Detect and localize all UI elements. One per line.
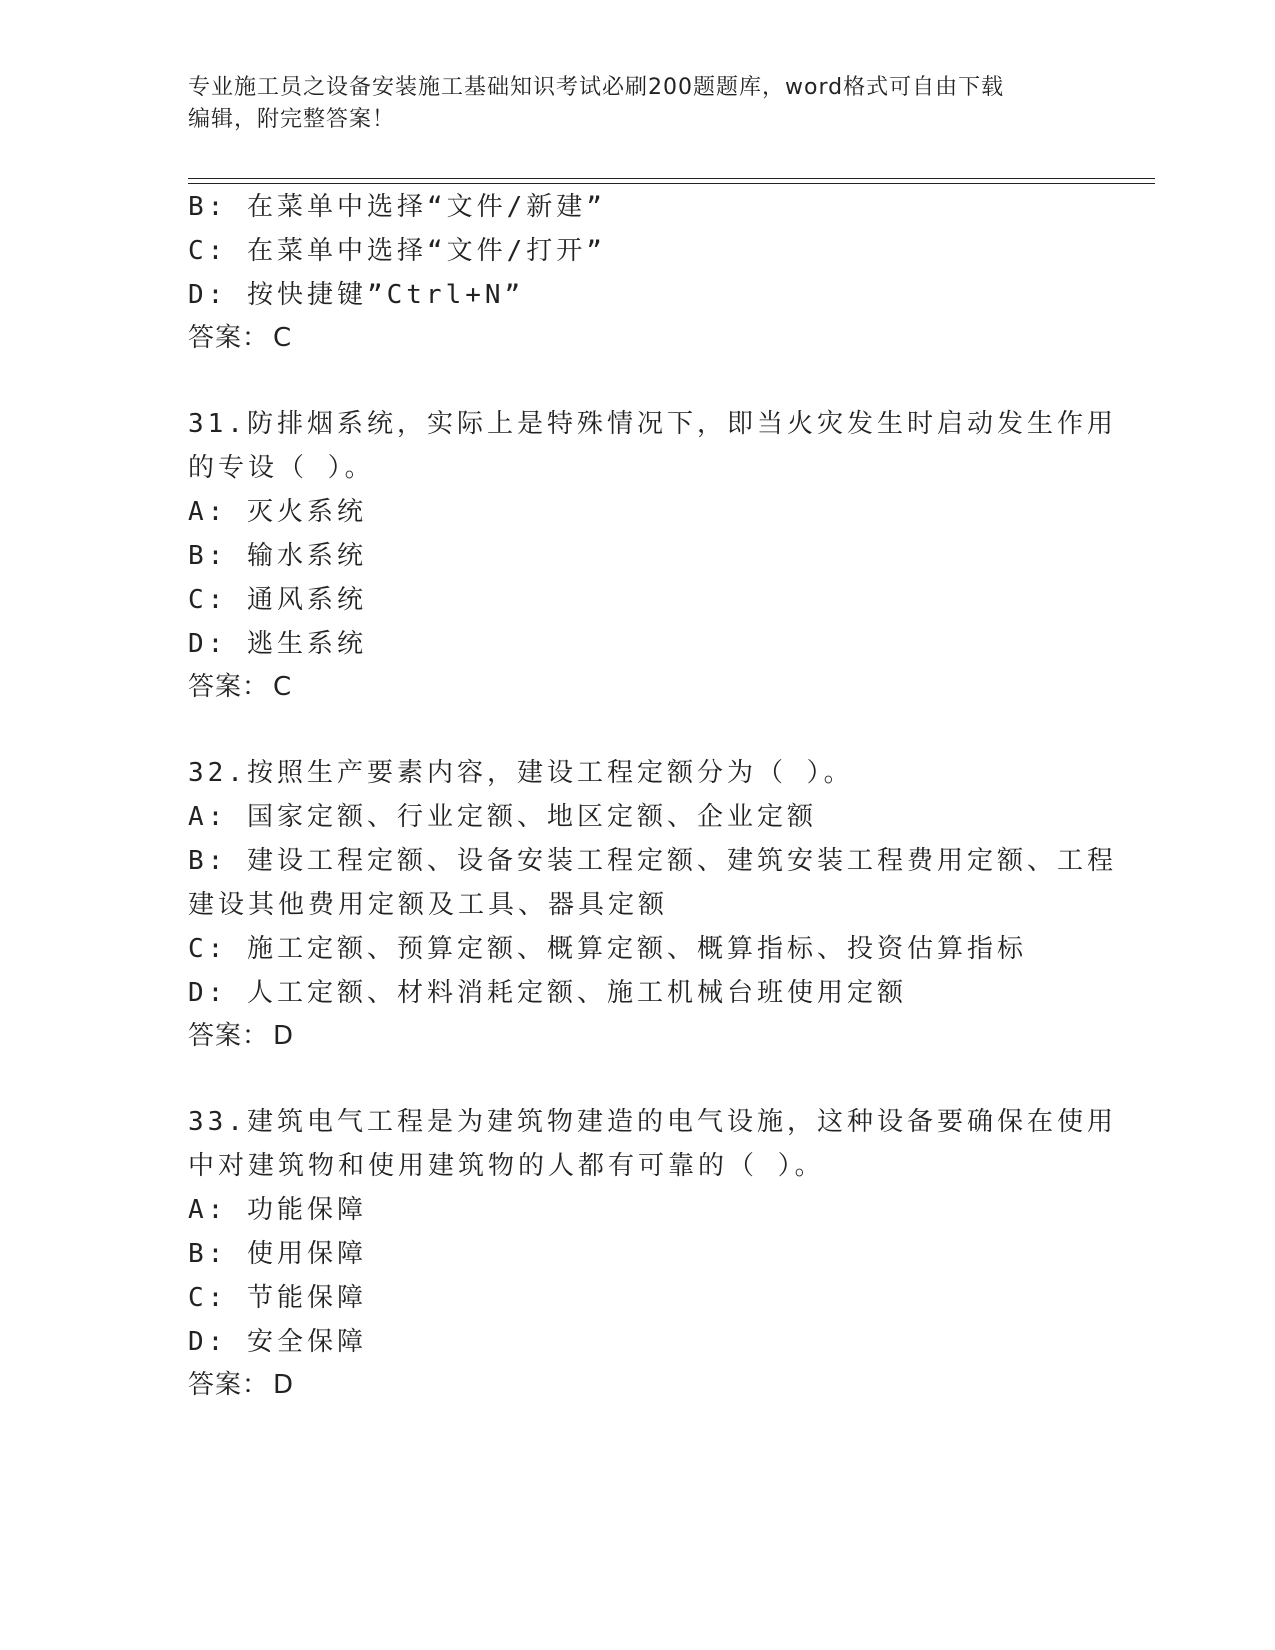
q30-answer — [188, 317, 292, 354]
q31-option-d: D: 逃生系统 — [188, 629, 367, 659]
q33-answer-label: 答案： — [188, 1370, 270, 1400]
q32-answer-value: D — [273, 1021, 295, 1051]
q32-option-a: A: 国家定额、行业定额、地区定额、企业定额 — [188, 802, 817, 832]
q32-answer — [188, 1015, 294, 1052]
q31-stem-line-2: 的专设（ ）。 — [188, 453, 375, 483]
q33-option-c: C: 节能保障 — [188, 1283, 367, 1313]
header-title-line-2: 编辑，附完整答案！ — [188, 107, 396, 132]
q32-option-b-line-2: 建设其他费用定额及工具、器具定额 — [188, 890, 669, 920]
q32-stem-line-1: 32.按照生产要素内容，建设工程定额分为（ ）。 — [188, 758, 854, 788]
q31-option-c: C: 通风系统 — [188, 585, 367, 615]
q31-option-b: B: 输水系统 — [188, 541, 367, 571]
q31-answer-value: C — [273, 672, 293, 702]
header-divider-top — [188, 178, 1155, 179]
q30-answer-value: C — [273, 323, 293, 353]
header-divider-bottom — [188, 183, 1155, 184]
q30-answer-label: 答案： — [188, 323, 270, 353]
q33-answer — [188, 1364, 294, 1401]
q33-option-b: B: 使用保障 — [188, 1239, 367, 1269]
q33-option-a: A: 功能保障 — [188, 1195, 367, 1225]
q31-stem-line-1: 31.防排烟系统，实际上是特殊情况下，即当火灾发生时启动发生作用 — [188, 409, 1117, 439]
q30-option-b: B: 在菜单中选择“文件/新建” — [188, 192, 606, 222]
q33-stem-line-1: 33.建筑电气工程是为建筑物建造的电气设施，这种设备要确保在使用 — [188, 1107, 1117, 1137]
q32-option-d: D: 人工定额、材料消耗定额、施工机械台班使用定额 — [188, 978, 907, 1008]
q30-option-d: D: 按快捷键”Ctrl+N” — [188, 280, 525, 310]
q32-option-c: C: 施工定额、预算定额、概算定额、概算指标、投资估算指标 — [188, 934, 1027, 964]
q32-option-b-line-1: B: 建设工程定额、设备安装工程定额、建筑安装工程费用定额、工程 — [188, 846, 1117, 876]
q33-stem-line-2: 中对建筑物和使用建筑物的人都有可靠的（ ）。 — [188, 1151, 825, 1181]
q33-option-d: D: 安全保障 — [188, 1327, 367, 1357]
q31-option-a: A: 灭火系统 — [188, 497, 367, 527]
q32-answer-label: 答案： — [188, 1021, 270, 1051]
q33-answer-value: D — [273, 1370, 295, 1400]
document-header — [188, 72, 1068, 136]
q31-answer — [188, 666, 292, 703]
header-title-line-1: 专业施工员之设备安装施工基础知识考试必刷200题题库，word格式可自由下载 — [188, 75, 1005, 100]
q31-answer-label: 答案： — [188, 672, 270, 702]
q30-option-c: C: 在菜单中选择“文件/打开” — [188, 236, 606, 266]
